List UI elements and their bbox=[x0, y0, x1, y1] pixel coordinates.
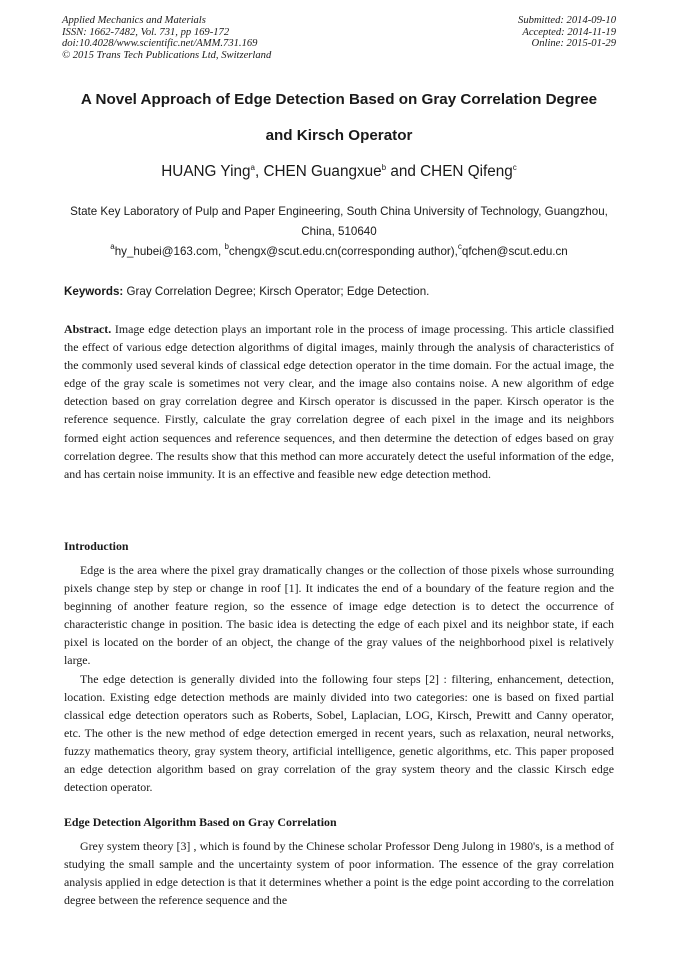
email-sup: c bbox=[457, 242, 462, 251]
keywords-label: Keywords: bbox=[64, 285, 124, 298]
email-sup: a bbox=[110, 242, 115, 251]
email-list bbox=[40, 243, 638, 261]
author-separator: , bbox=[254, 163, 264, 180]
email-link[interactable]: chengx@scut.edu.cn(corresponding author), bbox=[228, 245, 458, 258]
introduction-heading: Introduction bbox=[64, 539, 129, 553]
journal-name: Applied Mechanics and Materials bbox=[62, 15, 206, 26]
section-body bbox=[64, 837, 614, 909]
author-sup: a bbox=[250, 163, 255, 172]
affiliation: State Key Laboratory of Pulp and Paper Engineering, South China University of Technology, Guangzhou, China, 510640 bbox=[70, 205, 608, 238]
email-link[interactable]: hy_hubei@163.com, bbox=[114, 245, 225, 258]
online-date: Online: 2015-01-29 bbox=[531, 38, 616, 49]
author-name: CHEN Qifeng bbox=[420, 163, 513, 180]
author-list bbox=[40, 162, 638, 182]
email-sup: b bbox=[224, 242, 229, 251]
email-link[interactable]: qfchen@scut.edu.cn bbox=[461, 245, 568, 258]
author-name: CHEN Guangxue bbox=[263, 163, 382, 180]
accepted-date: Accepted: 2014-11-19 bbox=[522, 26, 616, 38]
abstract-label: Abstract. bbox=[64, 322, 112, 336]
author-sup: b bbox=[381, 163, 387, 172]
journal-info bbox=[62, 15, 271, 61]
title-line-1: A Novel Approach of Edge Detection Based on Gray Correlation Degree bbox=[80, 91, 598, 108]
publication-dates bbox=[518, 15, 616, 50]
author-sup: c bbox=[512, 163, 517, 172]
submitted-date: Submitted: 2014-09-10 bbox=[518, 15, 616, 26]
keywords-text: Gray Correlation Degree; Kirsch Operator; Edge Detection. bbox=[123, 285, 430, 298]
title-line-2: and Kirsch Operator bbox=[265, 127, 413, 144]
paragraph: The edge detection is generally divided into the following four steps [2] : filtering, enhancement, detection, location. Existing edge detection methods are mainly divided into two categories: one is based on fixed partial classical edge detection operators such as Roberts, Sobel, Laplacian, LOG, Kirsch, Prewitt and Canny operator, etc. The other is the new method of edge detection emerged in recent years, such as relaxation, neural networks, fuzzy mathematics theory, gray system theory, artificial intelligence, genetic algorithms, etc. This paper proposed an edge detection algorithm based on gray correlation of the gray system theory and the classic Kirsch edge detection operator. bbox=[64, 671, 614, 795]
paragraph: Grey system theory [3] , which is found by the Chinese scholar Professor Deng Julong in 1980's, is a method of studying the small sample and the uncertainty system of poor information. The essence of the gray correlation analysis applied in edge detection is that it determines whether a point is the edge point according to the correlation degree between the reference sequence and the bbox=[64, 839, 614, 908]
section-heading: Edge Detection Algorithm Based on Gray Correlation bbox=[64, 815, 337, 829]
doi-line: doi:10.4028/www.scientific.net/AMM.731.169 bbox=[62, 38, 258, 49]
author-name: HUANG Ying bbox=[161, 163, 251, 180]
author-separator: and bbox=[386, 163, 421, 180]
abstract bbox=[64, 320, 614, 483]
paragraph: Edge is the area where the pixel gray dramatically changes or the collection of those pixels whose surrounding pixels change step by step or change in roof [1]. It indicates the end of a boundary of the feature region and the beginning of another feature region, so the essence of image edge detection is to detect the occurrence of characteristic change in position. The basic idea is detecting the edge of each pixel and its neighbor state, if each pixel is located on the border of an object, the change of the gray values of the neighborhood pixel is relatively large. bbox=[64, 563, 614, 668]
abstract-text: Image edge detection plays an important role in the process of image processing. This article classified the effect of various edge detection algorithms of digital images, mainly through the analysis of characteristics of the commonly used several kinds of classical edge detection operator in the time domain. For the actual image, the edge of the gray scale is sometimes not very clear, and the image also contains noise. A new algorithm of edge detection based on gray correlation degree and Kirsch operator is discussed in the paper. Kirsch operator is the reference sequence. Firstly, calculate the gray correlation degree of each pixel in the image and its neighbors formed eight action sequences and reference sequences, and then determine the detection of edges based on gray correlation degree. The results show that this method can more accurately detect the useful information of the edge, and has certain noise immunity. It is an effective and feasible new edge detection method. bbox=[64, 322, 614, 481]
copyright-line: © 2015 Trans Tech Publications Ltd, Switzerland bbox=[62, 49, 272, 61]
introduction-body bbox=[64, 561, 614, 796]
paper-title bbox=[40, 82, 638, 154]
keywords bbox=[64, 283, 614, 301]
issn-line: ISSN: 1662-7482, Vol. 731, pp 169-172 bbox=[62, 26, 230, 38]
